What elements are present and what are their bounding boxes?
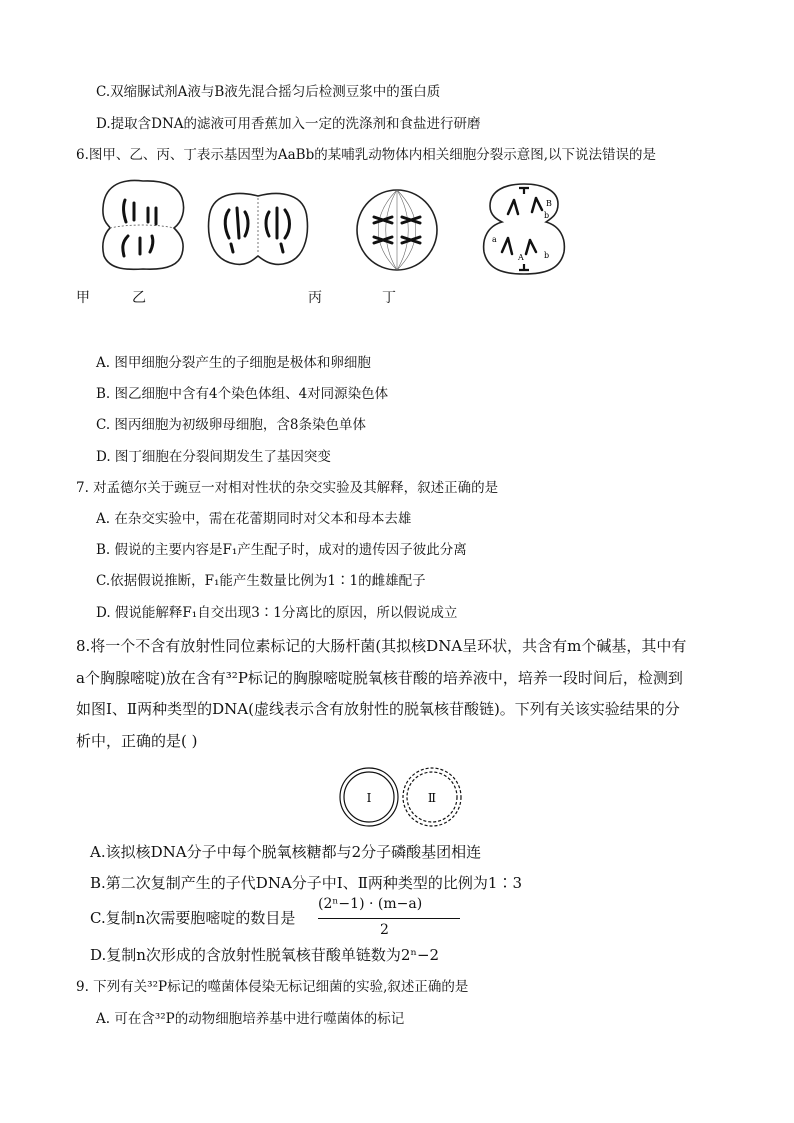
fig-label-yi: 乙: [132, 290, 146, 306]
q7-option-d: D. 假说能解释F₁自交出现3∶1分离比的原因，所以假说成立: [96, 605, 458, 621]
q7-option-c: C.依据假说推断，F₁能产生数量比例为1∶1的雌雄配子: [96, 573, 426, 589]
q6-option-d: D. 图丁细胞在分裂间期发生了基因突变: [96, 449, 331, 465]
cell-figure-jia: [98, 178, 188, 272]
q8-stem-line-1: 8.将一个不含有放射性同位素标记的大肠杆菌(其拟核DNA呈环状，共含有m个碱基，其中有: [76, 637, 687, 655]
q8-option-c-fraction: [318, 896, 464, 942]
q8-option-a: A.该拟核DNA分子中每个脱氧核糖都与2分子磷酸基团相连: [90, 843, 482, 861]
fraction-denominator: 2: [380, 922, 389, 938]
dna-label-2: Ⅱ: [427, 791, 437, 805]
dna-types-figure: [336, 766, 466, 830]
q7-option-a: A. 在杂交实验中，需在花蕾期同时对父本和母本去雄: [96, 511, 412, 527]
gene-label-a: a: [492, 235, 497, 244]
q8-option-d: D.复制n次形成的含放射性脱氧核苷酸单链数为2ⁿ−2: [90, 946, 440, 964]
q8-stem-line-4: 析中，正确的是( ): [76, 732, 198, 750]
q8-stem-line-2: a个胸腺嘧啶)放在含有³²P标记的胸腺嘧啶脱氧核苷酸的培养液中，培养一段时间后，检测到: [76, 669, 683, 687]
dna-label-1: Ⅰ: [366, 791, 372, 805]
fig-label-jia: 甲: [76, 290, 90, 306]
q8-option-c-prefix: C.复制n次需要胞嘧啶的数目是: [90, 909, 296, 927]
q6-stem: 6.图甲、乙、丙、丁表示基因型为AaBb的某哺乳动物体内相关细胞分裂示意图,以下说法错误的是: [76, 147, 657, 163]
q9-option-a: A. 可在含³²P的动物细胞培养基中进行噬菌体的标记: [96, 1011, 405, 1027]
q5-option-c: C.双缩脲试剂A液与B液先混合摇匀后检测豆浆中的蛋白质: [96, 84, 441, 100]
fig-label-ding: 丁: [382, 290, 396, 306]
fig-label-bing: 丙: [308, 290, 322, 306]
fraction-numerator: (2ⁿ−1) · (m−a): [318, 896, 423, 912]
gene-label-b-bottom: b: [544, 251, 550, 260]
q6-option-a: A. 图甲细胞分裂产生的子细胞是极体和卵细胞: [96, 355, 371, 371]
q5-option-d: D.提取含DNA的滤液可用香蕉加入一定的洗涤剂和食盐进行研磨: [96, 116, 481, 132]
cell-figure-bing: [352, 185, 442, 275]
q7-option-b: B. 假说的主要内容是F₁产生配子时，成对的遗传因子彼此分离: [96, 542, 467, 558]
q8-stem-line-3: 如图Ⅰ、Ⅱ两种类型的DNA(虚线表示含有放射性的脱氧核苷酸链)。下列有关该实验结果的分: [76, 700, 680, 718]
q9-stem: 9. 下列有关³²P标记的噬菌体侵染无标记细菌的实验,叙述正确的是: [76, 979, 469, 995]
q6-option-b: B. 图乙细胞中含有4个染色体组、4对同源染色体: [96, 386, 389, 402]
cell-figure-ding: [478, 180, 570, 278]
gene-label-b-top: b: [544, 211, 550, 220]
q8-option-b: B.第二次复制产生的子代DNA分子中Ⅰ、Ⅱ两种类型的比例为1∶3: [90, 874, 522, 892]
cell-figure-yi: [205, 188, 311, 270]
gene-label-B: B: [546, 199, 552, 208]
fraction-bar: [318, 918, 460, 919]
q6-option-c: C. 图丙细胞为初级卵母细胞，含8条染色单体: [96, 417, 367, 433]
gene-label-A: A: [518, 253, 524, 262]
q7-stem: 7. 对孟德尔关于豌豆一对相对性状的杂交实验及其解释，叙述正确的是: [76, 480, 499, 496]
